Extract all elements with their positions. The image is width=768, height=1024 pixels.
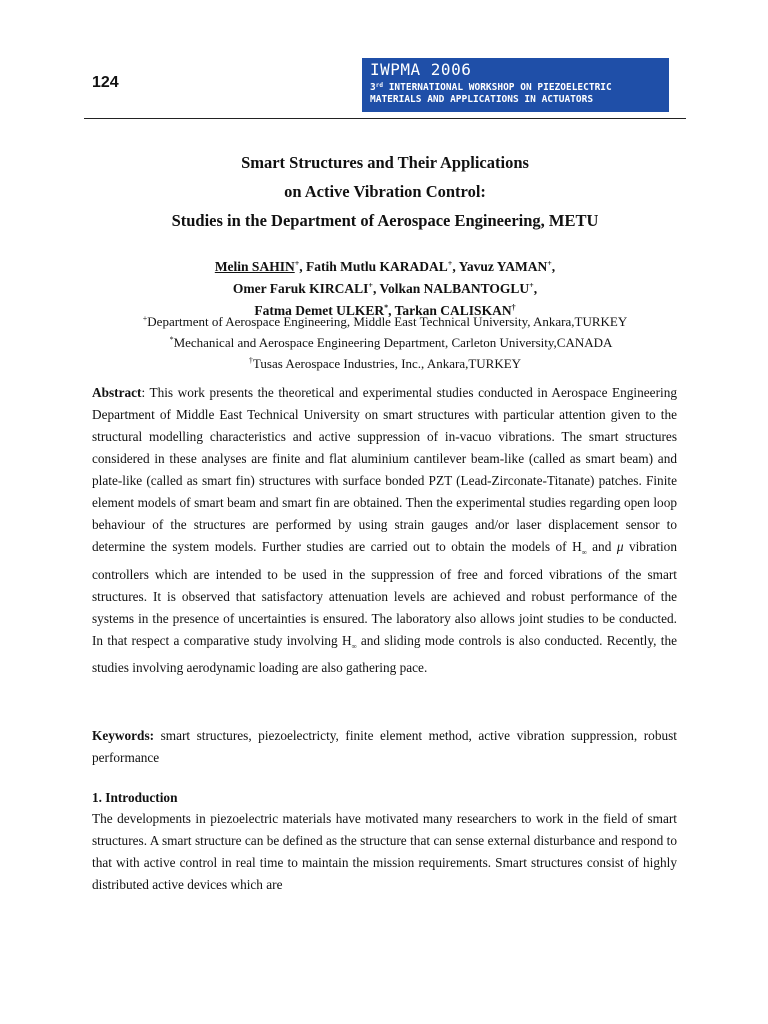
affiliation-3: †Tusas Aerospace Industries, Inc., Ankara,TURKEY: [248, 356, 522, 371]
abstract-label: Abstract: [92, 385, 142, 400]
page-number: 124: [92, 74, 119, 91]
banner-subtitle-2: MATERIALS AND APPLICATIONS IN ACTUATORS: [370, 94, 594, 105]
affiliations: [84, 310, 686, 373]
affiliation-2: *Mechanical and Aerospace Engineering Department, Carleton University,CANADA: [169, 335, 613, 350]
abstract: Abstract: This work presents the theoretical and experimental studies conducted in Aerospace Engineering Department of Middle East Technical University on smart structures with particular attention given to the structural modelling characteristics and active suppression of in-vacuo vibrations. The smart structures considered in these analyses are finite and flat aluminium cantilever beam-like (called as smart beam) and plate-like (called as smart fin) structures with surface bonded PZT (Lead-Zirconate-Titanate) patches. Finite element models of smart beam and smart fin are obtained. Then the experimental studies regarding open loop behaviour of the structures are performed by using strain gauges and/or laser displacement sensor to determine the system models. Further studies are carried out to obtain the models of $H_\infty$ and μ vibration controllers which are intended to be used in the suppression of free and forced vibrations of the smart structures. It is observed that satisfactory attenuation levels are achieved and robust performance of the systems in the presence of uncertainties is ensured. The laboratory also allows joint studies to be conducted. In that respect a comparative study involving $H_\infty$ and sliding mode controls is also conducted. Recently, the studies involving aerodynamic loading are also gathering pace.: [92, 385, 677, 676]
title-line-1: Smart Structures and Their Applications: [241, 153, 529, 172]
affiliation-1: +Department of Aerospace Engineering, Middle East Technical University, Ankara,TURKEY: [142, 314, 628, 329]
title-line-2: on Active Vibration Control:: [284, 182, 486, 201]
author-line-2: Omer Faruk KIRCALI+, Volkan NALBANTOGLU+,: [232, 281, 538, 296]
presenting-author: Melin SAHIN: [214, 259, 295, 274]
introduction-text: The developments in piezoelectric materials have motivated many researchers to work in the field of smart structures. A smart structure can be defined as the structure that can sense external disturbance and respond to that with active control in real time to maintain the mission requirements. Smart structures consist of highly distributed active devices which are: [92, 811, 677, 892]
title-line-3: Studies in the Department of Aerospace Engineering, METU: [171, 211, 599, 230]
author-line-1: Melin SAHIN+, Fatih Mutlu KARADAL+, Yavuz YAMAN+,: [214, 259, 556, 274]
header-rule: [84, 118, 686, 119]
banner-subtitle-1: 3rd INTERNATIONAL WORKSHOP ON PIEZOELECTRIC: [370, 82, 612, 93]
keywords: Keywords: smart structures, piezoelectricty, finite element method, active vibration suppression, robust performance: [92, 728, 677, 765]
keywords-label: Keywords:: [92, 728, 155, 743]
conference-banner: [362, 58, 669, 112]
section-heading-introduction: 1. Introduction: [92, 790, 178, 805]
banner-title: IWPMA 2006: [370, 60, 472, 79]
paper-title: [84, 148, 686, 235]
author-line-3: Fatma Demet ULKER*, Tarkan CALISKAN†: [254, 303, 516, 318]
